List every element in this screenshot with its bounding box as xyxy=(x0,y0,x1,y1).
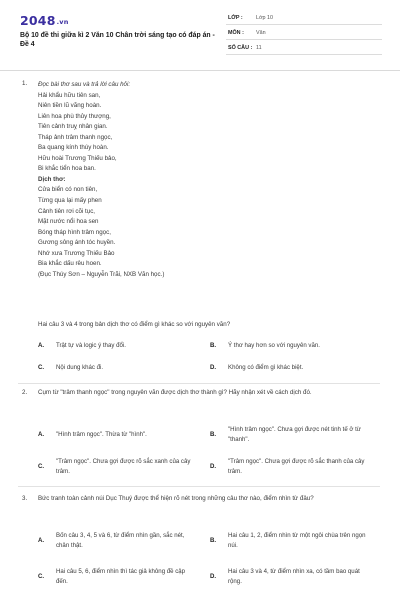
option-text: "Hình trâm ngọc". Thừa từ "hình". xyxy=(56,431,147,438)
option-label: D. xyxy=(210,463,217,471)
q3-option-c[interactable] xyxy=(38,567,198,587)
poem xyxy=(38,80,378,280)
q3-option-d[interactable] xyxy=(210,567,370,587)
option-text: Nội dung khác đi. xyxy=(56,364,104,371)
option-text: Trật tự và logic ý thay đổi. xyxy=(56,342,126,349)
poem-line: Bia khắc dấu rêu hoen. xyxy=(38,260,102,268)
poem-line: Hữu hoài Trương Thiếu bảo, xyxy=(38,154,117,162)
poem-line: Bóng tháp hình trâm ngọc, xyxy=(38,228,111,236)
instruction: Đọc bài thơ sau và trả lời câu hỏi: xyxy=(38,81,131,88)
q2-option-d[interactable] xyxy=(210,457,370,477)
option-label: C. xyxy=(38,364,45,371)
exam-title: Bộ 10 đề thi giữa kì 2 Văn 10 Chân trời sáng tạo có đáp án - Đề 4 xyxy=(20,32,215,48)
question-1-body xyxy=(38,80,378,280)
meta-grade-value: Lớp 10 xyxy=(256,15,274,21)
question-2-prompt: Cụm từ "trâm thanh ngọc" trong nguyên văn được dịch thơ thành gì? Hãy nhận xét về cách dịch đó. xyxy=(38,389,312,396)
option-label: B. xyxy=(210,537,217,545)
meta-grade xyxy=(226,12,382,25)
option-label: A. xyxy=(38,431,45,438)
meta-subject xyxy=(226,27,382,40)
option-label: C. xyxy=(38,463,45,471)
question-1-prompt: Hai câu 3 và 4 trong bản dịch thơ có điểm gì khác so với nguyên văn? xyxy=(38,321,231,328)
translation-heading: Dịch thơ: xyxy=(38,175,66,183)
header-divider xyxy=(0,70,400,71)
option-label: A. xyxy=(38,342,45,349)
option-text: Hai câu 3 và 4, từ điểm nhìn xa, có tầm bao quát rộng. xyxy=(228,568,360,585)
option-label: A. xyxy=(38,537,45,545)
option-label: C. xyxy=(38,573,45,581)
option-text: Hai câu 1, 2, điểm nhìn từ một ngôi chùa trên ngọn núi. xyxy=(228,532,366,549)
q2-option-b[interactable] xyxy=(210,425,370,445)
meta-subject-label: MÔN : xyxy=(228,30,244,36)
poem-line: Niên tiền lũ vãng hoàn. xyxy=(38,102,102,110)
poem-line: Tháp ảnh trâm thanh ngọc, xyxy=(38,133,113,141)
question-number: 3. xyxy=(22,495,28,502)
poem-source: (Đục Thúy Sơn – Nguyễn Trãi, NXB Văn học.) xyxy=(38,270,165,278)
q3-option-b[interactable] xyxy=(210,531,370,551)
poem-line: Liên hoa phù thủy thượng, xyxy=(38,112,111,120)
option-text: "Hình trâm ngọc". Chưa gợi được nét tinh tế ở từ "thanh". xyxy=(228,426,361,443)
option-text: Không có điểm gì khác biệt. xyxy=(228,364,304,371)
poem-line: Cửa biển có non tiên, xyxy=(38,186,98,194)
option-text: "Trâm ngọc". Chưa gợi được rõ sắc xanh của cây trâm. xyxy=(56,458,191,475)
logo-text: 2048 xyxy=(20,13,56,28)
poem-line: Gương sông ánh tóc huyền. xyxy=(38,239,116,247)
meta-count-label: SỐ CÂU : xyxy=(228,45,253,51)
option-label: D. xyxy=(210,364,217,371)
option-label: B. xyxy=(210,431,217,439)
poem-line: Bi khắc tiển hoa ban. xyxy=(38,165,96,173)
poem-line: Ba quang kính thúy hoàn. xyxy=(38,144,109,152)
option-text: Hai câu 5, 6, điểm nhìn thì tác giả không đề cập đến. xyxy=(56,568,186,585)
question-divider xyxy=(18,383,380,384)
q2-option-c[interactable] xyxy=(38,457,198,477)
logo-suffix: .vn xyxy=(56,18,69,26)
meta-count xyxy=(226,42,382,55)
poem-line: Nhớ xưa Trương Thiếu Bảo xyxy=(38,249,115,257)
question-number: 2. xyxy=(22,389,28,396)
option-text: Ý thơ hay hơn so với nguyên văn. xyxy=(228,342,320,349)
meta-grade-label: LỚP : xyxy=(228,15,243,21)
question-divider xyxy=(18,486,380,487)
question-3-prompt: Bức tranh toàn cảnh núi Dục Thuý được thể hiện rõ nét trong những câu thơ nào, điểm nhìn từ đâu? xyxy=(38,495,314,502)
site-logo[interactable] xyxy=(20,13,69,28)
poem-line: Cảnh tiên rơi cõi tục, xyxy=(38,207,96,215)
poem-line: Mặt nước nổi hoa sen xyxy=(38,218,99,226)
meta-count-value: 11 xyxy=(256,45,262,51)
poem-line: Hải khẩu hữu tiên san, xyxy=(38,91,101,99)
poem-line: Tiên cảnh truỵ nhân gian. xyxy=(38,123,108,131)
option-label: D. xyxy=(210,573,217,581)
poem-line: Từng qua lại mấy phen xyxy=(38,197,102,205)
option-text: "Trâm ngọc". Chưa gợi được rõ sắc thanh của cây trâm. xyxy=(228,458,365,475)
option-text: Bốn câu 3, 4, 5 và 6, từ điểm nhìn gần, sắc nét, chân thật. xyxy=(56,532,185,549)
q2-option-a[interactable] xyxy=(38,430,198,440)
page-header xyxy=(0,0,400,64)
question-number: 1. xyxy=(22,80,28,87)
meta-subject-value: Văn xyxy=(256,30,266,36)
q3-option-a[interactable] xyxy=(38,531,198,551)
option-label: B. xyxy=(210,342,217,349)
